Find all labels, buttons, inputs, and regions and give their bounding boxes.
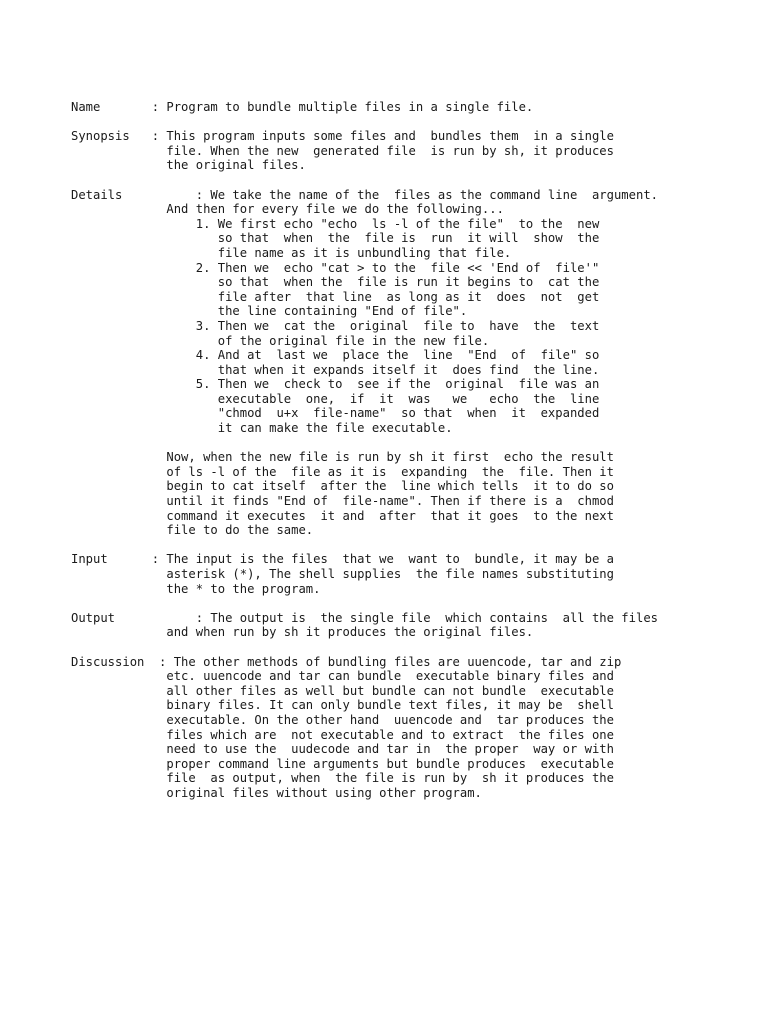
- document-line: executable. On the other hand uuencode and tar produces the: [71, 712, 614, 727]
- document-line: command it executes it and after that it goes to the next: [71, 508, 614, 523]
- document-page: [71, 100, 658, 801]
- document-line: and when run by sh it produces the original files.: [71, 625, 534, 640]
- document-line: the * to the program.: [71, 581, 321, 596]
- document-line: And then for every file we do the following...: [71, 202, 504, 217]
- document-line: 3. Then we cat the original file to have the text: [71, 318, 600, 333]
- document-line: begin to cat itself after the line which tells it to do so: [71, 479, 614, 494]
- document-line: so that when the file is run it will show the: [71, 231, 600, 246]
- document-line: all other files as well but bundle can not bundle executable: [71, 683, 614, 698]
- document-line: [71, 640, 658, 655]
- document-line: of the original file in the new file.: [71, 333, 490, 348]
- document-line: it can make the file executable.: [71, 421, 453, 436]
- document-line: Details : We take the name of the files as the command line argument.: [71, 187, 658, 202]
- document-line: binary files. It can only bundle text files, it may be shell: [71, 698, 614, 713]
- document-line: so that when the file is run it begins to cat the: [71, 275, 600, 290]
- document-line: asterisk (*), The shell supplies the file names substituting: [71, 567, 614, 581]
- document-line: 2. Then we echo "cat > to the file << 'End of file'": [71, 260, 600, 275]
- document-line: [71, 538, 658, 553]
- document-line: of ls -l of the file as it is expanding the file. Then it: [71, 464, 614, 479]
- document-line: file after that line as long as it does not get: [71, 289, 600, 304]
- document-line: Now, when the new file is run by sh it first echo the result: [71, 450, 614, 465]
- document-line: until it finds "End of file-name". Then if there is a chmod: [71, 494, 614, 509]
- document-line: file name as it is unbundling that file.: [71, 245, 512, 260]
- document-line: [71, 596, 658, 611]
- document-line: [71, 173, 658, 188]
- document-line: "chmod u+x file-name" so that when it expanded: [71, 406, 600, 421]
- document-line: file. When the new generated file is run by sh, it produces: [71, 143, 614, 158]
- document-line: file to do the same.: [71, 523, 314, 538]
- document-line: Output : The output is the single file which contains all the files: [71, 610, 658, 625]
- document-line: proper command line arguments but bundle produces executable: [71, 756, 614, 771]
- document-line: [71, 115, 658, 130]
- document-line: 4. And at last we place the line "End of file" so: [71, 348, 600, 363]
- document-line: that when it expands itself it does find the line.: [71, 362, 600, 377]
- document-line: Input : The input is the files that we want to bundle, it may be a: [71, 552, 614, 567]
- document-line: 1. We first echo "echo ls -l of the file" to the new: [71, 216, 600, 231]
- document-line: etc. uuencode and tar can bundle executable binary files and: [71, 669, 614, 684]
- document-line: need to use the uudecode and tar in the proper way or with: [71, 742, 614, 757]
- document-line: the line containing "End of file".: [71, 304, 468, 319]
- document-line: [71, 436, 658, 451]
- document-line: 5. Then we check to see if the original file was an: [71, 377, 600, 392]
- document-line: file as output, when the file is run by sh it produces the: [71, 771, 614, 786]
- document-line: executable one, if it was we echo the line: [71, 391, 600, 406]
- document-line: Synopsis : This program inputs some files and bundles them in a single: [71, 129, 614, 144]
- document-line: the original files.: [71, 158, 306, 173]
- document-line: Name : Program to bundle multiple files in a single file.: [71, 100, 534, 114]
- document-line: original files without using other program.: [71, 785, 482, 800]
- document-line: Discussion : The other methods of bundling files are uuencode, tar and zip: [71, 654, 622, 669]
- document-line: files which are not executable and to extract the files one: [71, 727, 614, 742]
